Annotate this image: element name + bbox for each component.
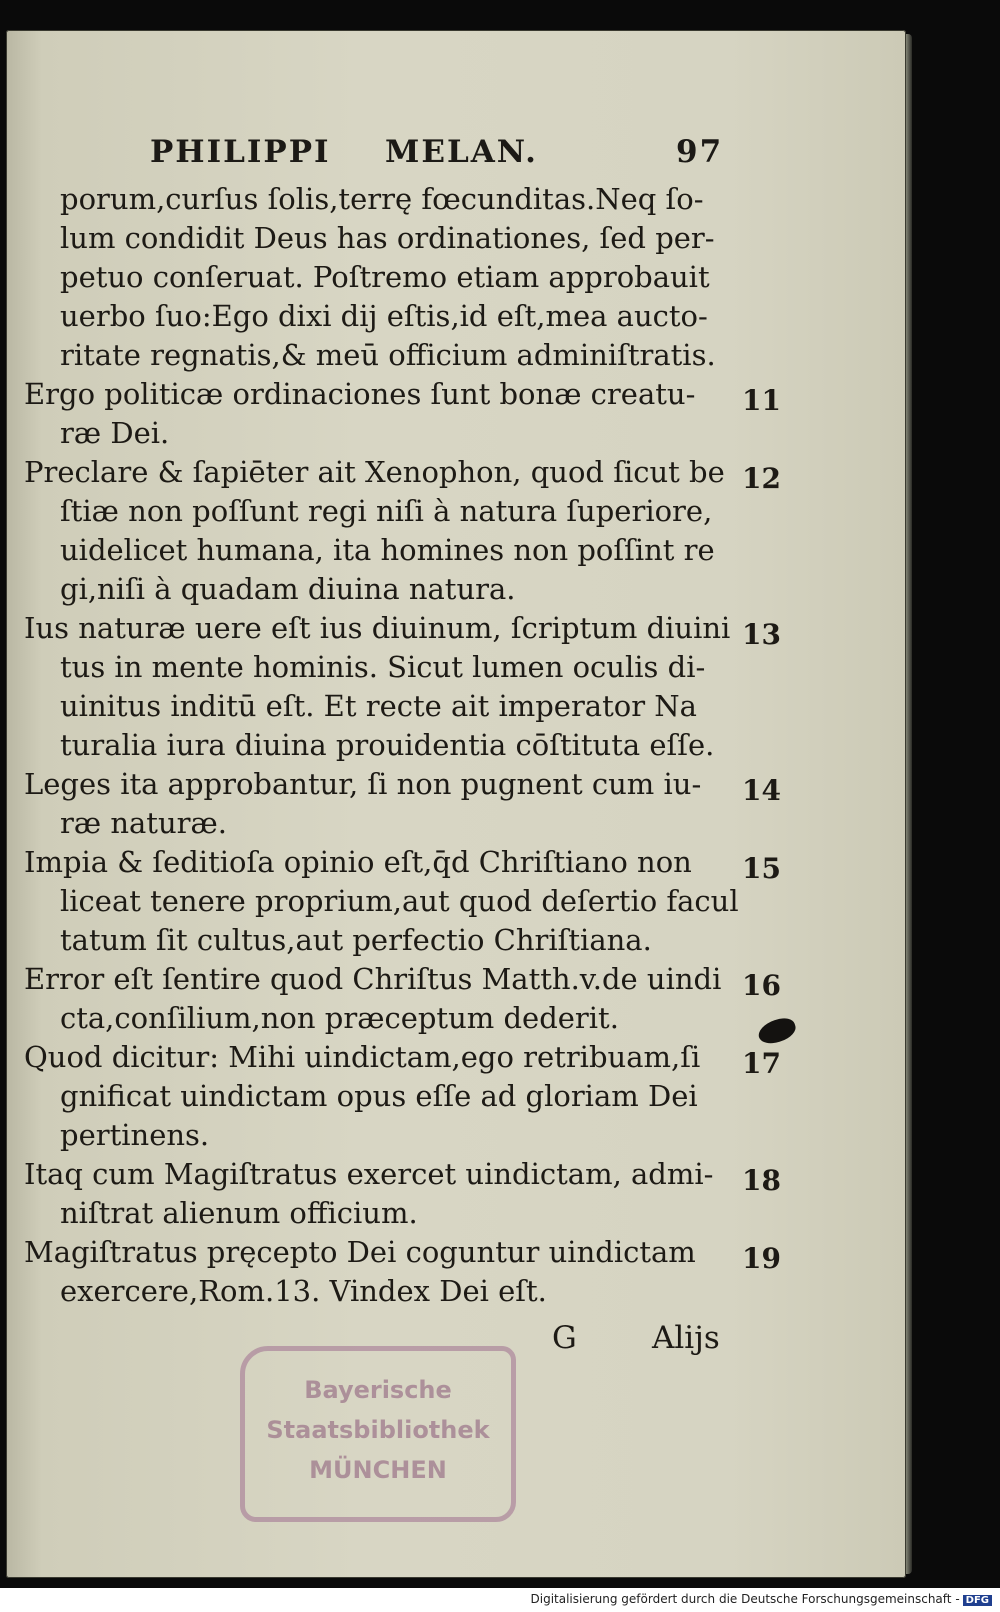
catchword: Alijs <box>652 1320 720 1356</box>
text-line: Impia & ſeditioſa opinio eſt,q̄d Chriſtiano non <box>24 845 692 879</box>
text-line: Itaq cum Magiſtratus exercet uindictam, admi- <box>24 1157 714 1191</box>
margin-number: 17 <box>742 1047 781 1080</box>
text-line: Ergo politicæ ordinaciones ſunt bonæ creatu- <box>24 377 696 411</box>
stamp-line: MÜNCHEN <box>309 1456 447 1484</box>
signature-mark: G <box>552 1320 577 1356</box>
text-line: cta,conſilium,non præceptum dederit. <box>60 1001 619 1035</box>
text-line: lum condidit Deus has ordinationes, ſed per- <box>60 221 715 255</box>
text-line: Magiſtratus pręcepto Dei coguntur uindictam <box>24 1235 696 1269</box>
text-line: niſtrat alienum officium. <box>60 1196 418 1230</box>
text-line: Error eſt ſentire quod Chriſtus Matth.v.de uindi <box>24 962 722 996</box>
text-line: pertinens. <box>60 1118 210 1152</box>
margin-number: 11 <box>742 384 781 417</box>
text-line: Ius naturæ uere eſt ius diuinum, ſcriptum diuini <box>24 611 731 645</box>
margin-number: 18 <box>742 1164 781 1197</box>
text-line: ſtiæ non poſſunt regi niſi à natura ſuperiore, <box>60 494 713 528</box>
text-line: tatum ſit cultus,aut perfectio Chriſtiana. <box>60 923 652 957</box>
text-line: gi,niſi à quadam diuina natura. <box>60 572 516 606</box>
text-line: ritate regnatis,& meū officium adminiſtratis. <box>60 338 716 372</box>
stamp-line: Bayerische <box>304 1376 452 1404</box>
stamp-line: Staatsbibliothek <box>266 1416 490 1444</box>
text-line: petuo conſeruat. Poſtremo etiam approbauit <box>60 260 710 294</box>
text-line: ræ Dei. <box>60 416 170 450</box>
text-line: ræ naturæ. <box>60 806 227 840</box>
dfg-logo: DFG <box>963 1595 992 1606</box>
text-line: Leges ita approbantur, ſi non pugnent cum iu- <box>24 767 702 801</box>
margin-number: 16 <box>742 969 781 1002</box>
text-line: turalia iura diuina prouidentia cōſtituta eſſe. <box>60 728 715 762</box>
text-line: liceat tenere proprium,aut quod deſertio facul <box>60 884 739 918</box>
margin-number: 13 <box>742 618 781 651</box>
text-line: uerbo ſuo:Ego dixi dij eſtis,id eſt,mea aucto- <box>60 299 708 333</box>
text-line: uidelicet humana, ita homines non poſſint re <box>60 533 715 567</box>
text-line: gnificat uindictam opus eſſe ad gloriam Dei <box>60 1079 698 1113</box>
text-line: uinitus inditū eſt. Et recte ait imperator Na <box>60 689 697 723</box>
digitization-credit <box>0 1592 992 1606</box>
running-head-left: PHILIPPI <box>150 134 331 170</box>
text-line: Preclare & ſapiēter ait Xenophon, quod ſicut be <box>24 455 725 489</box>
text-line: porum,curſus ſolis,terrę fœcunditas.Neq ſo- <box>60 182 704 216</box>
page-number: 97 <box>676 134 724 170</box>
margin-number: 14 <box>742 774 781 807</box>
credit-text: Digitalisierung gefördert durch die Deutsche Forschungsgemeinschaft - <box>530 1592 960 1606</box>
running-head-right: MELAN. <box>385 134 538 170</box>
text-line: Quod dicitur: Mihi uindictam,ego retribuam,ſi <box>24 1040 701 1074</box>
text-line: tus in mente hominis. Sicut lumen oculis di- <box>60 650 706 684</box>
margin-number: 15 <box>742 852 781 885</box>
margin-number: 12 <box>742 462 781 495</box>
library-stamp <box>240 1346 516 1522</box>
margin-number: 19 <box>742 1242 781 1275</box>
text-line: exercere,Rom.13. Vindex Dei eſt. <box>60 1274 547 1308</box>
